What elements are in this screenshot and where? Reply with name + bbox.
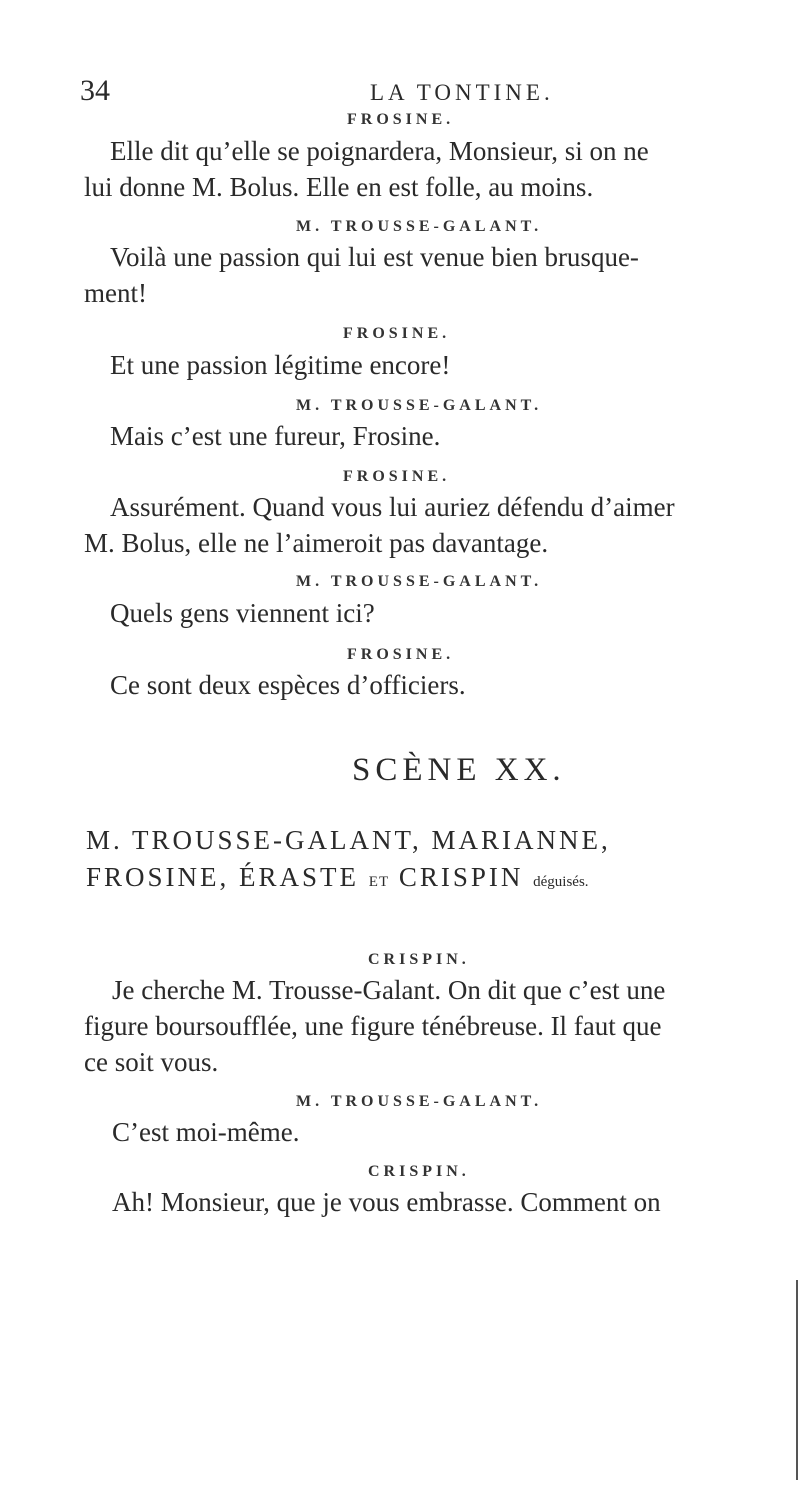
scene-title: SCÈNE XX. xyxy=(352,752,566,788)
scene-cast-conjunction: ET xyxy=(368,874,390,890)
scene-cast-line2 xyxy=(86,862,589,893)
speaker-label: FROSINE. xyxy=(343,325,451,342)
dialogue-line: Elle dit qu’elle se poignardera, Monsieur, si on ne xyxy=(110,136,649,166)
speaker-label: FROSINE. xyxy=(347,646,455,663)
dialogue-line: Assurément. Quand vous lui auriez défendu d’aimer xyxy=(110,492,675,522)
dialogue-line: Ah! Monsieur, que je vous embrasse. Comment on xyxy=(112,1187,661,1217)
running-title: LA TONTINE. xyxy=(370,80,554,105)
dialogue-line: lui donne M. Bolus. Elle en est folle, au moins. xyxy=(84,172,594,202)
dialogue-line: Mais c’est une fureur, Frosine. xyxy=(110,421,441,451)
speaker-label: M. TROUSSE-GALANT. xyxy=(296,218,543,235)
dialogue-line: Quels gens viennent ici? xyxy=(110,598,375,628)
dialogue-line: Voilà une passion qui lui est venue bien brusque- xyxy=(110,242,639,272)
speaker-label: CRISPIN. xyxy=(368,1163,470,1180)
page-number: 34 xyxy=(80,74,110,107)
speaker-label: FROSINE. xyxy=(347,111,455,128)
scene-cast: M. TROUSSE-GALANT, MARIANNE, xyxy=(86,825,611,855)
page-edge-mark xyxy=(796,1280,798,1480)
speaker-label: M. TROUSSE-GALANT. xyxy=(296,397,543,414)
dialogue-line: ce soit vous. xyxy=(84,1047,219,1077)
dialogue-line: M. Bolus, elle ne l’aimeroit pas davantage. xyxy=(84,528,549,558)
dialogue-line: Je cherche M. Trousse-Galant. On dit que c’est une xyxy=(112,975,666,1005)
scene-cast-crispin: CRISPIN xyxy=(398,862,524,892)
dialogue-line: Ce sont deux espèces d’officiers. xyxy=(110,670,466,700)
speaker-label: FROSINE. xyxy=(343,468,451,485)
scene-cast-note: déguisés. xyxy=(533,874,589,890)
speaker-label: M. TROUSSE-GALANT. xyxy=(296,1093,543,1110)
dialogue-line: figure boursoufflée, une figure ténébreuse. Il faut que xyxy=(84,1011,662,1041)
dialogue-line: C’est moi-même. xyxy=(112,1117,300,1147)
speaker-label: M. TROUSSE-GALANT. xyxy=(296,573,543,590)
dialogue-line: ment! xyxy=(84,278,147,308)
speaker-label: CRISPIN. xyxy=(368,951,470,968)
dialogue-line: Et une passion légitime encore! xyxy=(110,350,451,380)
scene-cast-names: FROSINE, ÉRASTE xyxy=(86,862,360,892)
